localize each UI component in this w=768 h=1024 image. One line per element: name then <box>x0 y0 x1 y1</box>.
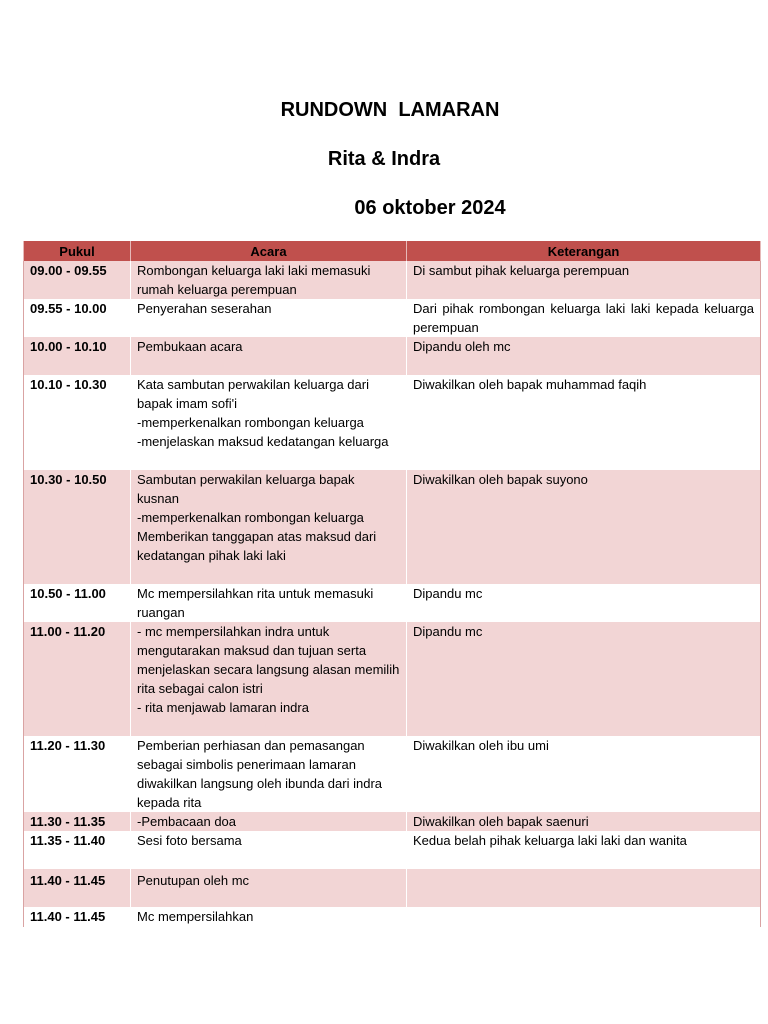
table-row <box>24 907 761 927</box>
couple-names: Rita & Indra <box>327 148 441 170</box>
table-row <box>24 470 761 584</box>
row-time: 11.30 - 11.35 <box>24 812 131 831</box>
row-keterangan: Di sambut pihak keluarga perempuan <box>407 261 761 299</box>
row-acara: Penutupan oleh mc <box>131 869 407 907</box>
table-header <box>24 241 761 261</box>
table-body <box>24 261 761 927</box>
row-time: 11.00 - 11.20 <box>24 622 131 736</box>
header-pukul: Pukul <box>24 241 131 261</box>
row-time: 09.00 - 09.55 <box>24 261 131 299</box>
row-keterangan: Kedua belah pihak keluarga laki laki dan wanita <box>407 831 761 869</box>
row-acara: Pemberian perhiasan dan pemasangan sebagai simbolis penerimaan lamaran diwakilkan langsung oleh ibunda dari indra kepada rita <box>131 736 407 812</box>
row-acara: -Pembacaan doa <box>131 812 407 831</box>
table-row <box>24 375 761 470</box>
event-date: 06 oktober 2024 <box>354 197 506 219</box>
table-row <box>24 584 761 622</box>
row-keterangan: Diwakilkan oleh bapak saenuri <box>407 812 761 831</box>
document-title: RUNDOWN LAMARAN <box>280 99 500 121</box>
rundown-table <box>23 241 761 927</box>
row-acara: Mc mempersilahkan rita untuk memasuki ruangan <box>131 584 407 622</box>
row-keterangan: Dipandu mc <box>407 622 761 736</box>
table-row <box>24 812 761 831</box>
row-acara: Sambutan perwakilan keluarga bapak kusnan -memperkenalkan rombongan keluarga Memberikan tanggapan atas maksud dari kedatangan pihak laki laki <box>131 470 407 584</box>
row-acara: Kata sambutan perwakilan keluarga dari bapak imam sofi'i -memperkenalkan rombongan keluarga -menjelaskan maksud kedatangan keluarga <box>131 375 407 470</box>
table-row <box>24 831 761 869</box>
row-time: 10.30 - 10.50 <box>24 470 131 584</box>
row-time: 09.55 - 10.00 <box>24 299 131 337</box>
row-keterangan: Dipandu mc <box>407 584 761 622</box>
row-acara: Pembukaan acara <box>131 337 407 375</box>
table-row <box>24 261 761 299</box>
row-keterangan: Dipandu oleh mc <box>407 337 761 375</box>
row-acara: - mc mempersilahkan indra untuk mengutarakan maksud dan tujuan serta menjelaskan secara langsung alasan memilih rita sebagai calon istri - rita menjawab lamaran indra <box>131 622 407 736</box>
header-row <box>24 241 761 261</box>
table-row <box>24 299 761 337</box>
header-keterangan: Keterangan <box>407 241 761 261</box>
row-keterangan: Diwakilkan oleh bapak muhammad faqih <box>407 375 761 470</box>
table-row <box>24 736 761 812</box>
table-row <box>24 622 761 736</box>
row-keterangan: Dari pihak rombongan keluarga laki laki kepada keluarga perempuan <box>407 299 761 337</box>
row-time: 11.40 - 11.45 <box>24 907 131 927</box>
row-acara: Sesi foto bersama <box>131 831 407 869</box>
row-time: 11.20 - 11.30 <box>24 736 131 812</box>
row-time: 11.35 - 11.40 <box>24 831 131 869</box>
row-acara: Penyerahan seserahan <box>131 299 407 337</box>
row-time: 10.00 - 10.10 <box>24 337 131 375</box>
table-row <box>24 337 761 375</box>
row-time: 11.40 - 11.45 <box>24 869 131 907</box>
row-keterangan <box>407 907 761 927</box>
row-keterangan: Diwakilkan oleh ibu umi <box>407 736 761 812</box>
table-row <box>24 869 761 907</box>
row-acara: Rombongan keluarga laki laki memasuki rumah keluarga perempuan <box>131 261 407 299</box>
header-acara: Acara <box>131 241 407 261</box>
row-time: 10.50 - 11.00 <box>24 584 131 622</box>
row-keterangan <box>407 869 761 907</box>
row-keterangan: Diwakilkan oleh bapak suyono <box>407 470 761 584</box>
row-acara: Mc mempersilahkan <box>131 907 407 927</box>
row-time: 10.10 - 10.30 <box>24 375 131 470</box>
